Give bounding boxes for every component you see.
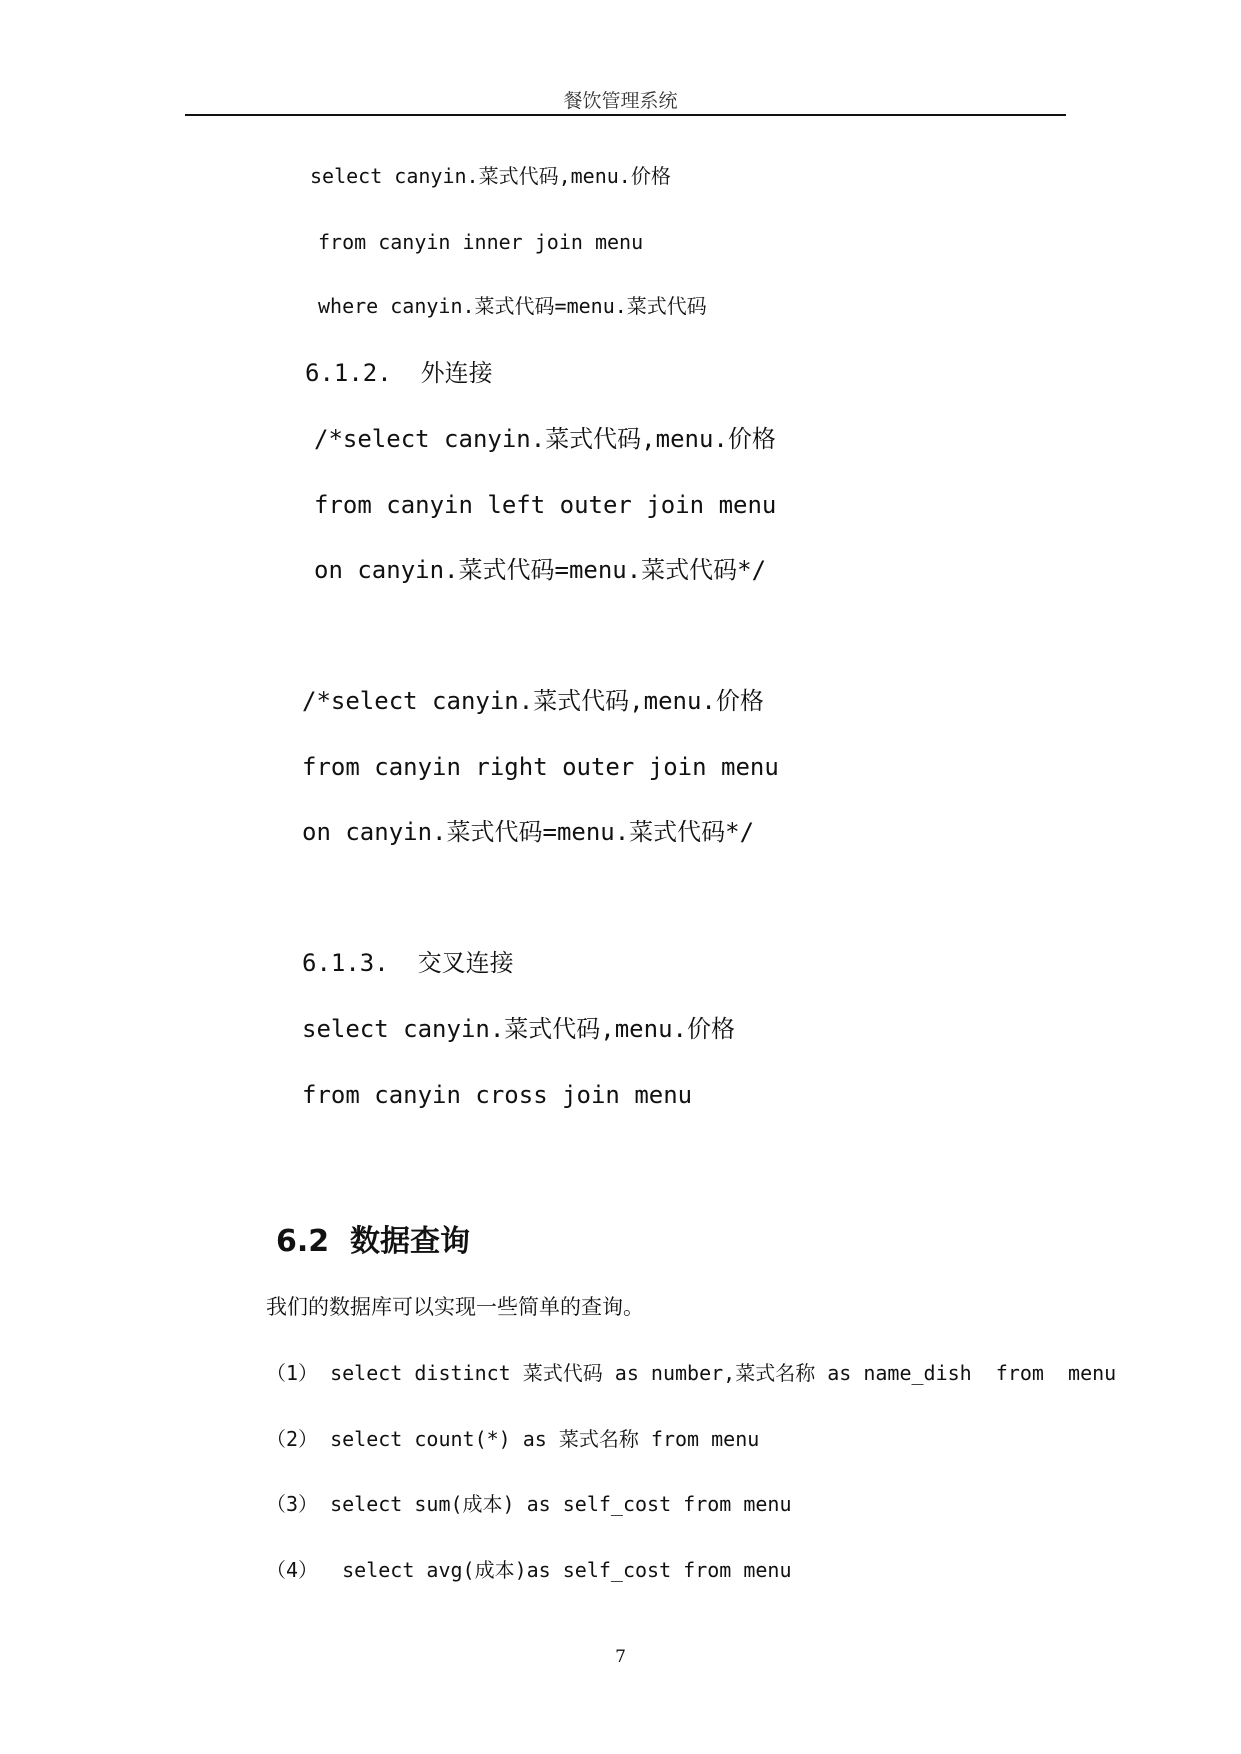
code-line: on canyin.菜式代码=menu.菜式代码*/ bbox=[314, 556, 767, 584]
code-line: /*select canyin.菜式代码,menu.价格 bbox=[302, 687, 764, 715]
section-title-612: 6.1.2. 外连接 bbox=[305, 359, 493, 387]
intro-paragraph: 我们的数据库可以实现一些简单的查询。 bbox=[266, 1295, 644, 1319]
code-line: from canyin right outer join menu bbox=[302, 753, 779, 781]
query-item: （2） select count(*) as 菜式名称 from menu bbox=[266, 1427, 760, 1451]
code-line: /*select canyin.菜式代码,menu.价格 bbox=[314, 425, 776, 453]
code-line: on canyin.菜式代码=menu.菜式代码*/ bbox=[302, 818, 755, 846]
code-line: select canyin.菜式代码,menu.价格 bbox=[310, 164, 671, 188]
header-rule bbox=[185, 114, 1066, 116]
query-item: （4） select avg(成本)as self_cost from menu bbox=[266, 1558, 792, 1582]
running-header-title: 餐饮管理系统 bbox=[563, 90, 678, 112]
code-line: where canyin.菜式代码=menu.菜式代码 bbox=[318, 294, 707, 318]
code-line: select canyin.菜式代码,menu.价格 bbox=[302, 1015, 735, 1043]
code-line: from canyin left outer join menu bbox=[314, 491, 777, 519]
query-item: （1） select distinct 菜式代码 as number,菜式名称 as name_dish from menu bbox=[266, 1361, 1117, 1385]
code-line: from canyin cross join menu bbox=[302, 1081, 693, 1109]
code-line: from canyin inner join menu bbox=[318, 230, 644, 254]
page-number: 7 bbox=[615, 1647, 626, 1667]
section-title-613: 6.1.3. 交叉连接 bbox=[302, 949, 514, 977]
query-item: （3） select sum(成本) as self_cost from menu bbox=[266, 1492, 792, 1516]
section-heading-62: 6.2 数据查询 bbox=[276, 1224, 471, 1259]
